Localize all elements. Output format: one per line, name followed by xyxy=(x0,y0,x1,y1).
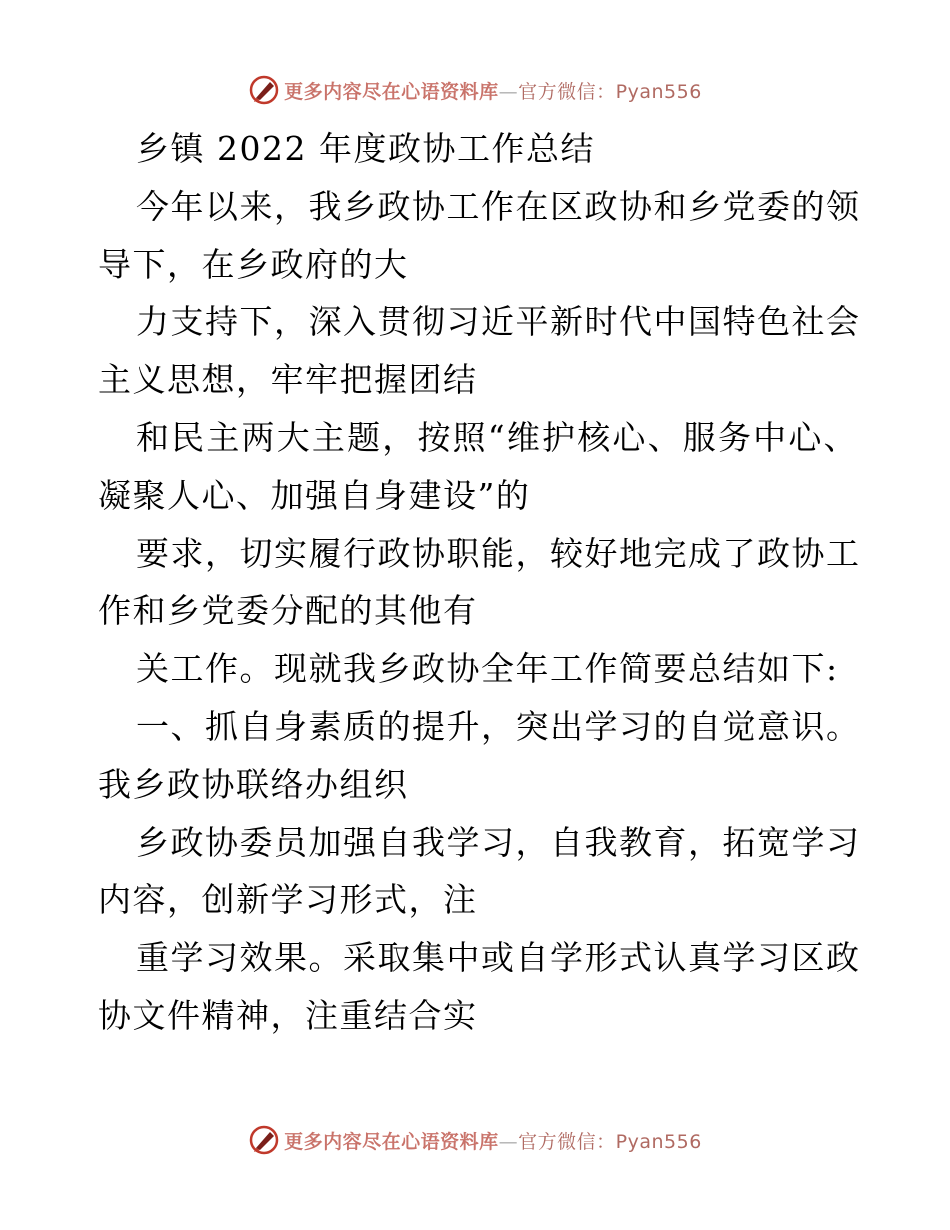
text-line: 一、抓自身素质的提升，突出学习的自觉意识。 xyxy=(136,706,861,746)
text-line: 和民主两大主题，按照“维护核心、服务中心、 xyxy=(136,417,858,457)
text-line: 关工作。现就我乡政协全年工作简要总结如下: xyxy=(136,649,839,689)
pen-logo-icon xyxy=(248,74,280,106)
watermark-dash: — xyxy=(498,1130,519,1153)
watermark-contact-text: 官方微信：Pyan556 xyxy=(518,80,702,103)
text-line: 作和乡党委分配的其他有 xyxy=(98,591,478,631)
text-line: 凝聚人心、加强自身建设”的 xyxy=(98,475,531,515)
pen-logo-icon xyxy=(248,1124,280,1156)
watermark-lead-text: 更多内容尽在心语资料库 xyxy=(284,1130,499,1153)
text-line: 主义思想，牢牢把握团结 xyxy=(98,360,478,400)
document-title: 乡镇 2022 年度政协工作总结 xyxy=(136,129,595,168)
watermark-lead-text: 更多内容尽在心语资料库 xyxy=(284,80,499,103)
watermark-contact-text: 官方微信：Pyan556 xyxy=(518,1130,702,1153)
text-line: 重学习效果。采取集中或自学形式认真学习区政 xyxy=(136,938,861,978)
document-body xyxy=(98,120,861,1045)
text-line: 我乡政协联络办组织 xyxy=(98,764,409,804)
text-line: 导下，在乡政府的大 xyxy=(98,244,409,284)
text-line: 今年以来，我乡政协工作在区政协和乡党委的领 xyxy=(136,186,861,226)
header-watermark xyxy=(0,70,950,110)
text-line: 协文件精神，注重结合实 xyxy=(98,995,478,1035)
text-line: 乡政协委员加强自我学习，自我教育，拓宽学习 xyxy=(136,822,861,862)
text-line: 要求，切实履行政协职能，较好地完成了政协工 xyxy=(136,533,861,573)
text-line: 内容，创新学习形式，注 xyxy=(98,880,478,920)
watermark-dash: — xyxy=(498,80,519,103)
footer-watermark xyxy=(0,1120,950,1160)
text-line: 力支持下，深入贯彻习近平新时代中国特色社会 xyxy=(136,302,861,342)
